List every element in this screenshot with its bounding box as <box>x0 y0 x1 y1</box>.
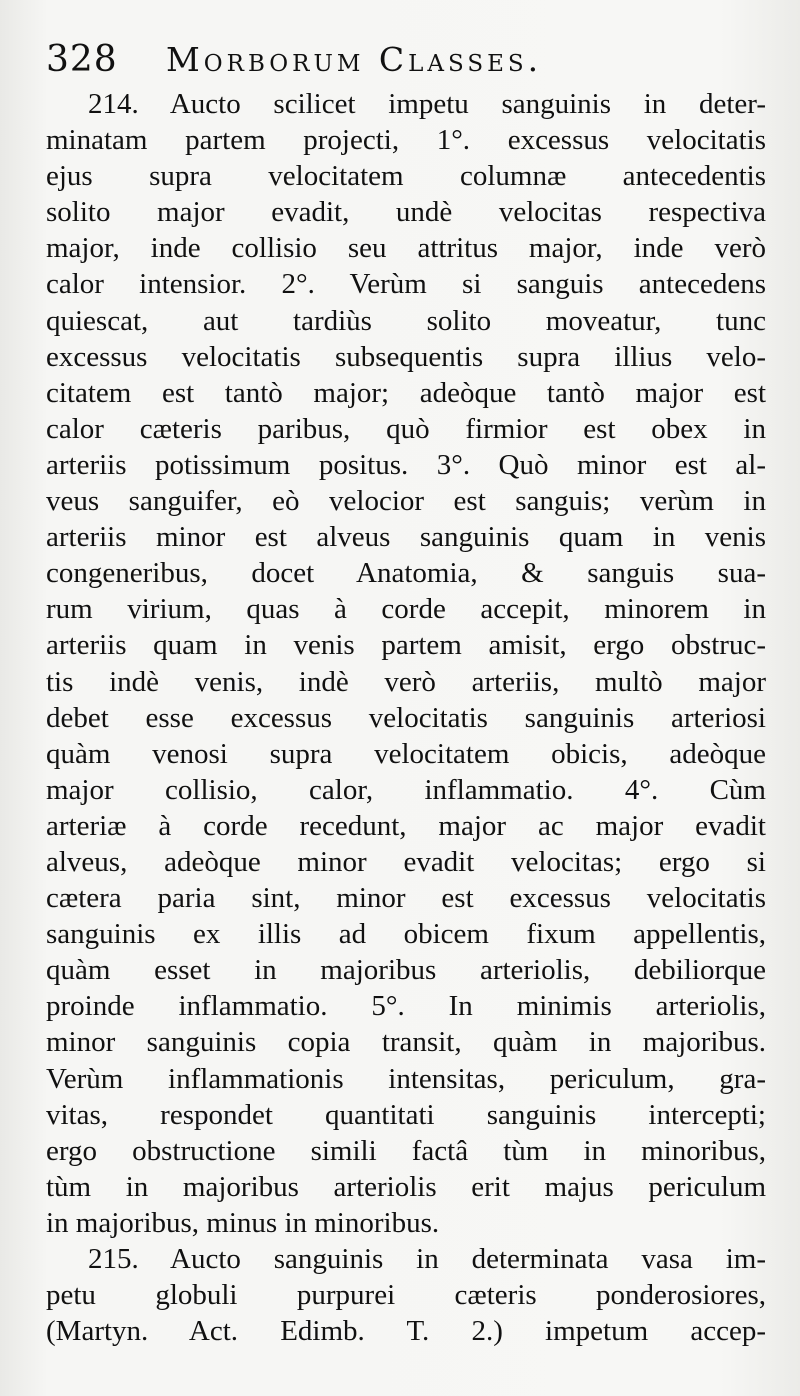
text-line: alveus, adeòque minor evadit velocitas; ergo si <box>46 845 766 878</box>
page-number: 328 <box>46 39 118 80</box>
text-line: calor cæteris paribus, quò firmior est obex in <box>46 412 766 445</box>
text-line: major collisio, calor, inflammatio. 4°. Cùm <box>46 773 766 806</box>
text-line: quàm venosi supra velocitatem obicis, adeòque <box>46 737 766 770</box>
text-line: in majoribus, minus in minoribus. <box>46 1206 440 1239</box>
text-line: tùm in majoribus arteriolis erit majus periculum <box>46 1170 766 1203</box>
text-line: proinde inflammatio. 5°. In minimis arteriolis, <box>46 990 766 1023</box>
text-line: tis indè venis, indè verò arteriis, multò major <box>46 665 766 698</box>
text-line: ergo obstructione simili factâ tùm in minoribus, <box>46 1134 766 1167</box>
text-line: calor intensior. 2°. Verùm si sanguis antecedens <box>46 268 766 301</box>
text-line: sanguinis ex illis ad obicem fixum appellentis, <box>46 918 766 951</box>
text-line: minatam partem projecti, 1°. excessus velocitatis <box>46 124 766 157</box>
text-line: major, inde collisio seu attritus major, inde verò <box>46 232 766 265</box>
text-line: arteriæ à corde recedunt, major ac major evadit <box>46 809 766 842</box>
text-line: solito major evadit, undè velocitas respectiva <box>46 196 766 229</box>
running-title: Morborum Classes. <box>166 40 543 79</box>
text-line: vitas, respondet quantitati sanguinis intercepti; <box>46 1098 766 1131</box>
text-line: 214. Aucto scilicet impetu sanguinis in deter- <box>88 88 766 120</box>
text-line: veus sanguifer, eò velocior est sanguis; verùm in <box>46 485 766 518</box>
body-text <box>46 86 766 1349</box>
text-line: arteriis minor est alveus sanguinis quam in venis <box>46 521 766 554</box>
text-line: rum virium, quas à corde accepit, minorem in <box>46 593 766 626</box>
text-line: excessus velocitatis subsequentis supra illius velo- <box>46 340 766 373</box>
text-line: citatem est tantò major; adeòque tantò major est <box>46 376 766 409</box>
text-line: arteriis quam in venis partem amisit, ergo obstruc- <box>46 629 766 662</box>
text-line: (Martyn. Act. Edimb. T. 2.) impetum accep- <box>46 1315 766 1348</box>
text-line: cætera paria sint, minor est excessus velocitatis <box>46 882 766 915</box>
text-line: 215. Aucto sanguinis in determinata vasa im- <box>88 1243 766 1275</box>
text-line: ejus supra velocitatem columnæ antecedentis <box>46 160 766 193</box>
text-line: congeneribus, docet Anatomia, & sanguis sua- <box>46 557 766 590</box>
text-line: arteriis potissimum positus. 3°. Quò minor est al- <box>46 448 766 481</box>
text-line: petu globuli purpurei cæteris ponderosiores, <box>46 1279 766 1312</box>
page-header <box>46 34 766 86</box>
text-line: quiescat, aut tardiùs solito moveatur, tunc <box>46 304 766 337</box>
text-line: quàm esset in majoribus arteriolis, debiliorque <box>46 954 766 987</box>
text-line: Verùm inflammationis intensitas, periculum, gra- <box>46 1062 766 1095</box>
text-line: debet esse excessus velocitatis sanguinis arteriosi <box>46 701 766 734</box>
text-line: minor sanguinis copia transit, quàm in majoribus. <box>46 1026 766 1059</box>
